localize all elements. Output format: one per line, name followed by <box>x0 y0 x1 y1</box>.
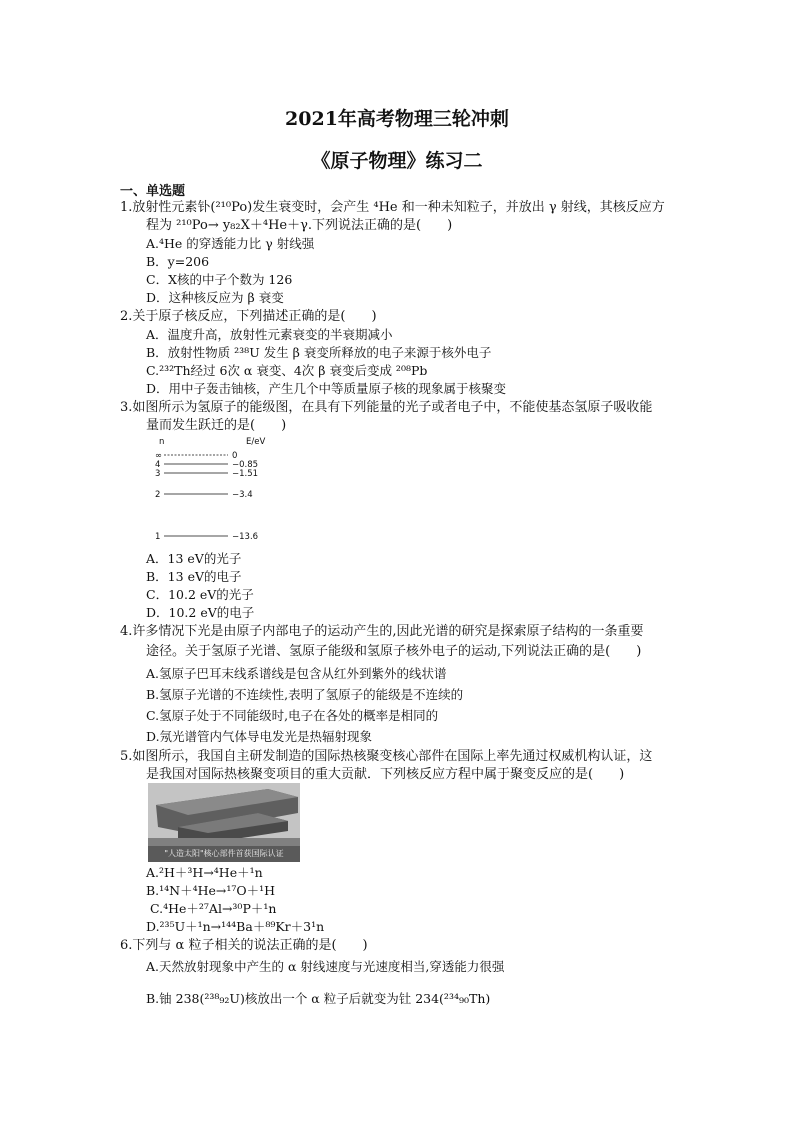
question-5-option-b: B.¹⁴N＋⁴He→¹⁷O＋¹H <box>146 883 276 898</box>
question-1-option-a: A.⁴He 的穿透能力比 γ 射线强 <box>146 236 315 251</box>
fusion-component-image <box>148 783 300 846</box>
level-energy-1: −13.6 <box>232 532 259 542</box>
question-2-option-d: D．用中子轰击铀核，产生几个中等质量原子核的现象属于核聚变 <box>146 381 507 396</box>
question-5-option-d: D.²³⁵U＋¹n→¹⁴⁴Ba＋⁸⁹Kr＋3¹n <box>146 919 325 934</box>
question-3-option-d: D．10.2 eV的电子 <box>146 605 255 620</box>
question-4-option-a: A.氢原子巴耳末线系谱线是包含从红外到紫外的线状谱 <box>146 666 447 681</box>
question-6-option-b: B.铀 238(²³⁸₉₂U)核放出一个 α 粒子后就变为钍 234(²³⁴₉₀Th) <box>146 991 491 1006</box>
question-5-line-2: 是我国对国际热核聚变项目的重大贡献．下列核反应方程中属于聚变反应的是( ) <box>146 767 625 782</box>
question-5-option-a: A.²H＋³H→⁴He＋¹n <box>146 865 263 880</box>
question-4-option-c: C.氢原子处于不同能级时,电子在各处的概率是相同的 <box>146 708 439 723</box>
question-2-option-a: A．温度升高，放射性元素衰变的半衰期减小 <box>146 327 393 342</box>
photo-caption: "人造太阳"核心部件首获国际认证 <box>148 846 300 862</box>
question-1-option-c: C．X核的中子个数为 126 <box>146 272 293 287</box>
level-n-1: 1 <box>155 532 161 542</box>
question-3-line-2: 量而发生跃迁的是( ) <box>146 418 287 433</box>
level-n-3: 3 <box>155 469 161 479</box>
question-6-option-a: A.天然放射现象中产生的 α 射线速度与光速度相当,穿透能力很强 <box>146 959 505 974</box>
level-energy-infinity: 0 <box>232 451 238 461</box>
question-4-option-b: B.氢原子光谱的不连续性,表明了氢原子的能级是不连续的 <box>146 687 464 702</box>
question-2-line-1: 2.关于原子核反应，下列描述正确的是( ) <box>120 309 377 324</box>
question-6-line-1: 6.下列与 α 粒子相关的说法正确的是( ) <box>120 938 368 953</box>
level-energy-2: −3.4 <box>232 490 253 500</box>
question-2-option-b: B．放射性物质 ²³⁸U 发生 β 衰变所释放的电子来源于核外电子 <box>146 345 492 360</box>
question-1-line-1: 1.放射性元素钋(²¹⁰Po)发生衰变时，会产生 ⁴He 和一种未知粒子，并放出 γ 射线，其核反应方 <box>120 200 665 215</box>
question-4-line-2: 途径。关于氢原子光谱、氢原子能级和氢原子核外电子的运动,下列说法正确的是( ) <box>146 644 642 659</box>
level-n-4: 4 <box>155 460 161 470</box>
question-3-line-1: 3.如图所示为氢原子的能级图，在具有下列能量的光子或者电子中，不能使基态氢原子吸收能 <box>120 400 653 415</box>
level-n-infinity: ∞ <box>155 451 163 461</box>
diagram-n-label: n <box>159 437 165 447</box>
question-3-option-a: A．13 eV的光子 <box>146 551 242 566</box>
question-1-option-d: D．这种核反应为 β 衰变 <box>146 290 284 305</box>
diagram-energy-unit-label: E/eV <box>246 437 266 447</box>
question-4-option-d: D.氖光谱管内气体导电发光是热辐射现象 <box>146 729 373 744</box>
question-2-option-c: C.²³²Th经过 6次 α 衰变、4次 β 衰变后变成 ²⁰⁸Pb <box>146 363 428 378</box>
section-heading: 一、单选题 <box>120 184 186 199</box>
question-3-option-b: B．13 eV的电子 <box>146 569 242 584</box>
question-1-line-2: 程为 ²¹⁰Po→ y₈₂X＋⁴He＋γ.下列说法正确的是( ) <box>146 218 453 233</box>
document-title: 2021年高考物理三轮冲刺 <box>285 108 509 130</box>
question-1-option-b: B．y=206 <box>146 254 210 269</box>
document-subtitle: 《原子物理》练习二 <box>311 150 483 172</box>
level-n-2: 2 <box>155 490 161 500</box>
question-4-line-1: 4.许多情况下光是由原子内部电子的运动产生的,因此光谱的研究是探索原子结构的一条重要 <box>120 624 644 639</box>
energy-level-diagram <box>150 436 266 546</box>
question-5-line-1: 5.如图所示，我国自主研发制造的国际热核聚变核心部件在国际上率先通过权威机构认证，这 <box>120 749 653 764</box>
level-energy-3: −1.51 <box>232 469 259 479</box>
level-energy-4: −0.85 <box>232 460 259 470</box>
question-5-option-c: C.⁴He＋²⁷Al→³⁰P＋¹n <box>150 901 277 916</box>
fusion-component-photo <box>148 783 300 862</box>
question-3-option-c: C．10.2 eV的光子 <box>146 587 254 602</box>
